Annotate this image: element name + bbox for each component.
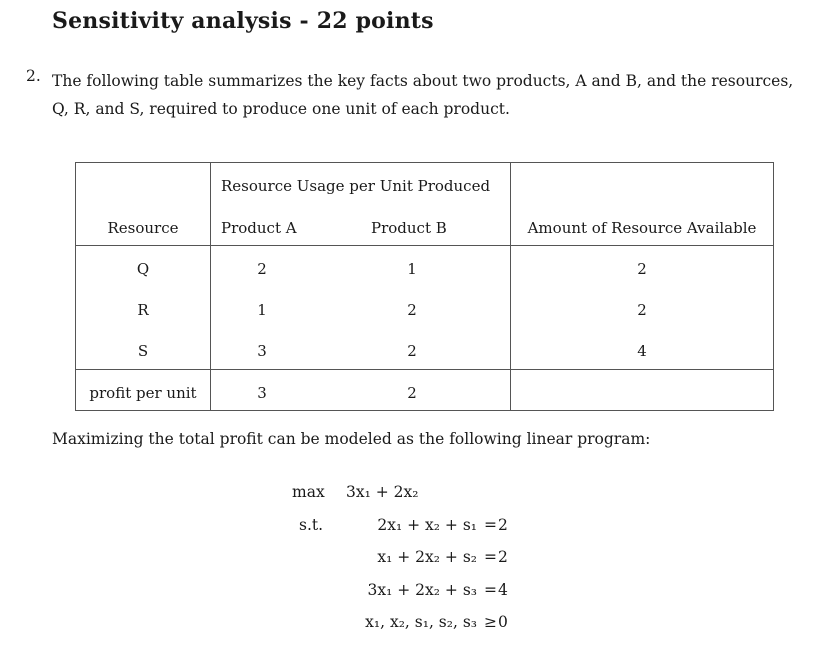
- constraint-3-lhs: 3x₁ + 2x₂ + s₃: [367, 581, 477, 599]
- nonnegativity-op: ≥: [484, 613, 497, 631]
- constraint-3-op: =: [484, 581, 497, 599]
- row-q-available: 2: [637, 260, 647, 278]
- constraint-1-lhs: 2x₁ + x₂ + s₁: [377, 516, 477, 534]
- row-s-product-b: 2: [407, 342, 417, 360]
- table-divider: [510, 163, 511, 410]
- header-resource: Resource: [107, 219, 179, 237]
- problem-number: 2.: [26, 67, 41, 85]
- nonnegativity-rhs: 0: [498, 613, 508, 631]
- constraint-3-rhs: 4: [498, 581, 508, 599]
- row-r-resource: R: [137, 301, 149, 319]
- row-q-resource: Q: [136, 260, 150, 278]
- row-q-product-a: 2: [257, 260, 267, 278]
- row-r-product-a: 1: [257, 301, 267, 319]
- problem-statement: [52, 67, 812, 123]
- profit-product-a: 3: [257, 384, 267, 402]
- table-divider: [76, 245, 773, 246]
- row-r-product-b: 2: [407, 301, 417, 319]
- row-r-available: 2: [637, 301, 647, 319]
- table-divider: [76, 369, 773, 370]
- header-available: Amount of Resource Available: [527, 219, 757, 237]
- problem-line-1: The following table summarizes the key facts about two products, A and B, and the resources,: [52, 72, 794, 90]
- resource-table: [75, 162, 774, 411]
- row-q-product-b: 1: [407, 260, 417, 278]
- profit-product-b: 2: [407, 384, 417, 402]
- constraint-2-lhs: x₁ + 2x₂ + s₂: [377, 548, 477, 566]
- nonnegativity-lhs: x₁, x₂, s₁, s₂, s₃: [365, 613, 477, 631]
- table-divider: [210, 163, 211, 410]
- header-product-b: Product B: [371, 219, 447, 237]
- lp-max-label: max: [292, 483, 325, 501]
- lp-intro: Maximizing the total profit can be modeled as the following linear program:: [52, 430, 651, 448]
- lp-st-label: s.t.: [299, 516, 324, 534]
- constraint-2-op: =: [484, 548, 497, 566]
- page-title: Sensitivity analysis - 22 points: [52, 8, 434, 34]
- constraint-1-rhs: 2: [498, 516, 508, 534]
- row-s-available: 4: [637, 342, 647, 360]
- constraint-1-op: =: [484, 516, 497, 534]
- lp-objective: 3x₁ + 2x₂: [346, 483, 419, 501]
- group-header: Resource Usage per Unit Produced: [221, 177, 491, 195]
- problem-line-2: Q, R, and S, required to produce one unit of each product.: [52, 100, 510, 118]
- row-s-product-a: 3: [257, 342, 267, 360]
- row-s-resource: S: [137, 342, 149, 360]
- constraint-2-rhs: 2: [498, 548, 508, 566]
- profit-label: profit per unit: [89, 384, 197, 402]
- header-product-a: Product A: [221, 219, 297, 237]
